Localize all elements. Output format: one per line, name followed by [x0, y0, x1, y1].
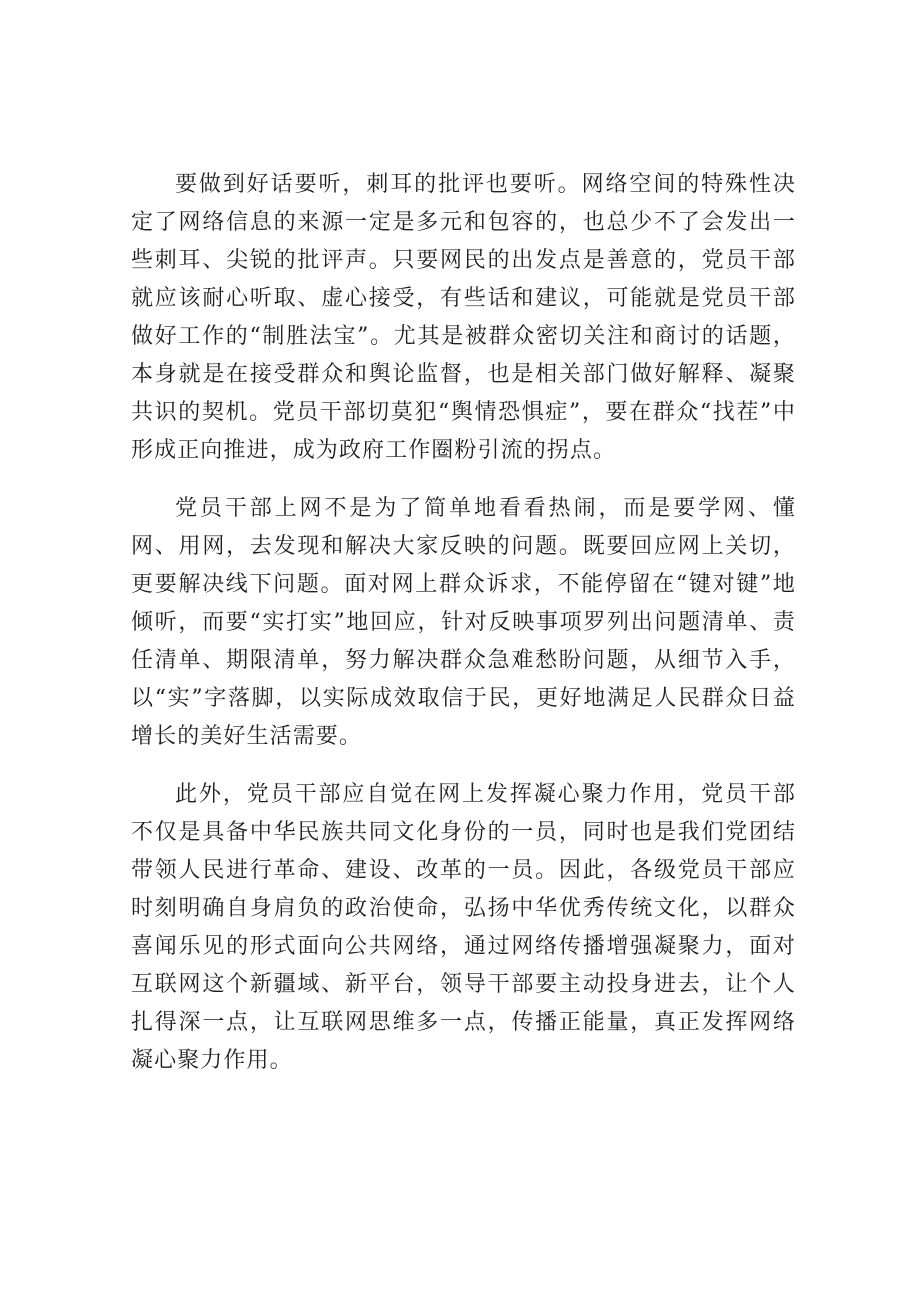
paragraph: 此外，党员干部应自觉在网上发挥凝心聚力作用，党员干部不仅是具备中华民族共同文化身份的一员，同时也是我们党团结带领人民进行革命、建设、改革的一员。因此，各级党员干部应时刻明确自身肩负的政治使命，弘扬中华优秀传统文化，以群众喜闻乐见的形式面向公共网络，通过网络传播增强凝聚力，面对互联网这个新疆域、新平台，领导干部要主动投身进去，让个人扎得深一点，让互联网思维多一点，传播正能量，真正发挥网络凝心聚力作用。: [131, 782, 796, 1073]
paragraph: 党员干部上网不是为了简单地看看热闹，而是要学网、懂网、用网，去发现和解决大家反映的问题。既要回应网上关切，更要解决线下问题。面对网上群众诉求，不能停留在“键对键”地倾听，而要“实打实”地回应，针对反映事项罗列出问题清单、责任清单、期限清单，努力解决群众急难愁盼问题，从细节入手，以“实”字落脚，以实际成效取信于民，更好地满足人民群众日益增长的美好生活需要。: [131, 496, 796, 749]
document-body: [131, 166, 796, 1100]
paragraph: 要做到好话要听，刺耳的批评也要听。网络空间的特殊性决定了网络信息的来源一定是多元和包容的，也总少不了会发出一些刺耳、尖锐的批评声。只要网民的出发点是善意的，党员干部就应该耐心听取、虚心接受，有些话和建议，可能就是党员干部做好工作的“制胜法宝”。尤其是被群众密切关注和商讨的话题，本身就是在接受群众和舆论监督，也是相关部门做好解释、凝聚共识的契机。党员干部切莫犯“舆情恐惧症”，要在群众“找茬”中形成正向推进，成为政府工作圈粉引流的拐点。: [131, 172, 796, 463]
